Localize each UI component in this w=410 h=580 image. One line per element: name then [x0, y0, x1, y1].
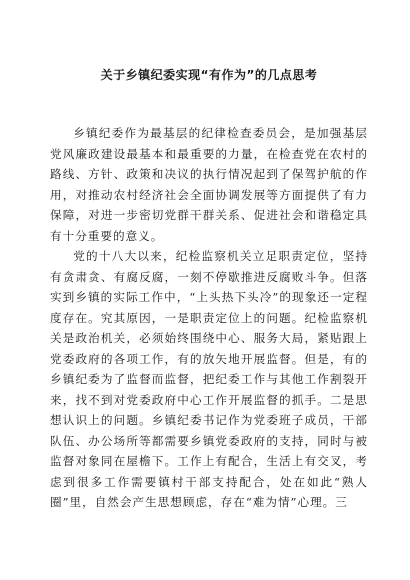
document-title: 关于乡镇纪委实现“有作为”的几点思考 — [100, 68, 318, 82]
paragraph-1: 乡镇纪委作为最基层的纪律检查委员会，是加强基层党风廉政建设最基本和最重要的力量，在检查党在农村的路线、方针、政策和决议的执行情况起到了保驾护航的作用，对推动农村经济社会全面协调发展等方面提供了有力保障，对进一步密切党群干群关系、促进社会和谐稳定具有十分重要的意义。 — [50, 126, 368, 243]
paragraph-2: 党的十八大以来，纪检监察机关立足职责定位，坚持有贪肃贪、有腐反腐，一刻不停歇推进反腐败斗争。但落实到乡镇的实际工作中，“上头热下头冷”的现象还一定程度存在。究其原因，一是职责定位上的问题。纪检监察机关是政治机关，必须始终围绕中心、服务大局，紧贴跟上党委政府的各项工作，有的放矢地开展监督。但是，有的乡镇纪委为了监督而监督，把纪委工作与其他工作割裂开来，找不到对党委政府中心工作开展监督的抓手。二是思想认识上的问题。乡镇纪委书记作为党委班子成员，干部队伍、办公场所等都需要乡镇党委政府的支持，同时与被监督对象同在屋檐下。工作上有配合，生活上有交叉，考虑到很多工作需要镇村干部支持配合，处在如此“熟人圈”里，自然会产生思想顾虑，存在“难为情”心理。三 — [50, 249, 368, 509]
